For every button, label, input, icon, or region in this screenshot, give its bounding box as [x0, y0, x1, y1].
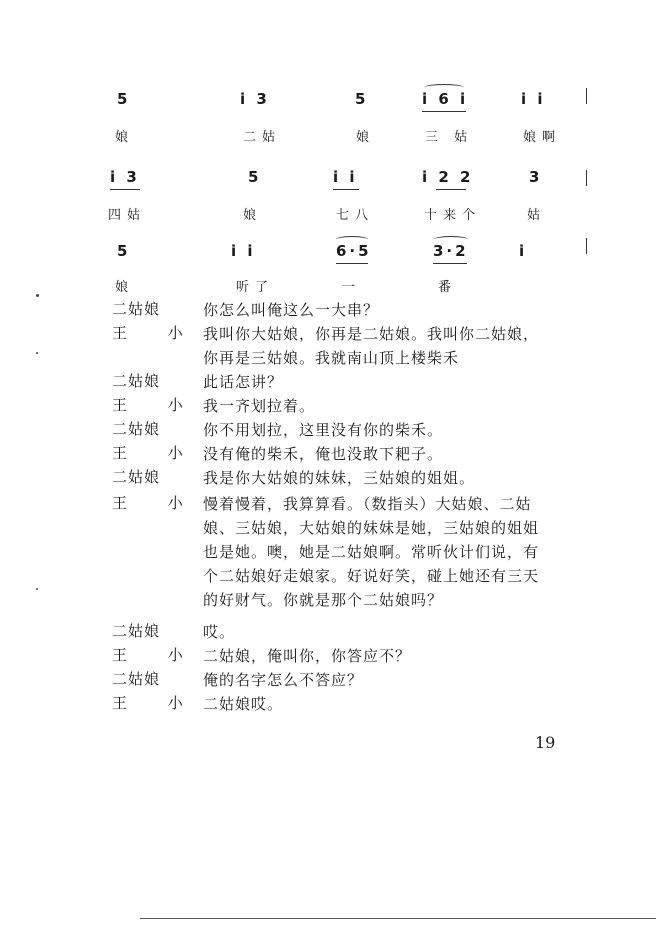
- dialogue-line: 我叫你大姑娘，你再是二姑娘。我叫你二姑娘，: [203, 325, 540, 343]
- dialogue-line: 慢着慢着，我算算看。（数指头）大姑娘、二姑: [203, 495, 532, 513]
- speaker-name: 王 小: [112, 646, 201, 664]
- note-cell: 3: [529, 168, 543, 186]
- barline: [586, 238, 587, 254]
- note-cell: i 6 i: [422, 90, 469, 108]
- dialogue-line: 二姑娘，俺叫你，你答应不？: [203, 647, 412, 665]
- lyric-cell: 二姑: [243, 130, 282, 145]
- lyrics-row-2: [0, 204, 656, 232]
- dialogue-text: [203, 370, 603, 394]
- dialogue-line: 的好财气。你就是那个二姑娘吗？: [203, 591, 444, 609]
- dialogue-text: [203, 322, 603, 370]
- dialogue-text: [203, 668, 603, 692]
- speaker-name: 二姑娘: [112, 300, 161, 318]
- note-cell: i i: [521, 90, 546, 108]
- lyric-cell: 七八: [336, 208, 375, 223]
- dialogue-line: 也是她。噢，她是二姑娘啊。常听伙计们说，有: [203, 543, 540, 561]
- lyric-cell: 娘: [356, 130, 376, 145]
- slur-mark: [424, 84, 464, 91]
- dialogue-text: [203, 644, 603, 668]
- lyric-cell: 三 姑: [425, 130, 474, 145]
- dialogue-text: [203, 692, 603, 716]
- dialogue-line: 个二姑娘好走娘家。好说好笑，碰上她还有三天: [203, 567, 540, 585]
- lyric-cell: 娘啊: [523, 130, 562, 145]
- note-cell: 6·5: [336, 242, 372, 260]
- speaker-name: 二姑娘: [112, 670, 161, 688]
- note-cell: i 2 2: [422, 168, 474, 186]
- note-cell: 5: [355, 90, 369, 108]
- dialogue-line: 你怎么叫俺这么一大串？: [203, 301, 380, 319]
- speaker-name: 王 小: [112, 396, 201, 414]
- beam-underline: [336, 263, 368, 264]
- note-cell: 5: [117, 90, 131, 108]
- dialogue-line: 没有俺的柴禾，俺也没敢下耙子。: [203, 445, 444, 463]
- lyric-cell: 四姑: [108, 208, 147, 223]
- speaker-name: 王 小: [112, 494, 201, 512]
- beam-underline: [110, 189, 140, 190]
- dialogue-text: [203, 620, 603, 644]
- beam-underline: [433, 263, 467, 264]
- dialogue-text: [203, 298, 603, 322]
- dialogue-line: 此话怎讲？: [203, 373, 284, 391]
- lyric-cell: 一: [342, 280, 362, 295]
- speaker-name: 二姑娘: [112, 420, 161, 438]
- dialogue-line: 我一齐划拉着。: [203, 397, 316, 415]
- beam-underline: [333, 189, 359, 190]
- dialogue-text: [203, 394, 603, 418]
- barline: [586, 88, 587, 104]
- scan-speck: [36, 294, 39, 297]
- lyric-cell: 十来个: [424, 208, 482, 223]
- speaker-name: 二姑娘: [112, 468, 161, 486]
- barline: [586, 170, 587, 186]
- lyric-cell: 番: [438, 280, 458, 295]
- lyric-cell: 娘: [243, 208, 263, 223]
- notation-row-1: [0, 90, 656, 118]
- dialogue-text: [203, 418, 603, 442]
- dialogue-line: 我是你大姑娘的妹妹，三姑娘的姐姐。: [203, 469, 476, 487]
- lyric-cell: 娘: [115, 130, 135, 145]
- note-cell: i: [519, 242, 528, 260]
- speaker-name: 二姑娘: [112, 372, 161, 390]
- note-cell: i i: [333, 168, 358, 186]
- lyric-cell: 听了: [236, 280, 275, 295]
- notation-row-3: [0, 242, 656, 270]
- dialogue-line: 娘、三姑娘，大姑娘的妹妹是她，三姑娘的姐姐: [203, 519, 540, 537]
- bottom-rule: [140, 918, 656, 919]
- slur-mark: [336, 236, 368, 243]
- lyric-cell: 姑: [527, 208, 547, 223]
- notation-row-2: [0, 168, 656, 196]
- lyrics-row-1: [0, 126, 656, 154]
- dialogue-text: [203, 466, 603, 490]
- note-cell: 5: [117, 242, 131, 260]
- scan-speck: [36, 588, 38, 590]
- note-cell: 3·2: [433, 242, 469, 260]
- dialogue-line: 哎。: [203, 623, 236, 641]
- speaker-name: 王 小: [112, 444, 201, 462]
- dialogue-line: 二姑娘哎。: [203, 695, 284, 713]
- dialogue-text: [203, 442, 603, 466]
- beam-underline: [422, 111, 466, 112]
- dialogue-line: 你再是三姑娘。我就南山顶上楼柴禾: [203, 349, 460, 367]
- dialogue-text: [203, 492, 603, 612]
- speaker-name: 王 小: [112, 324, 201, 342]
- scan-speck: [36, 352, 38, 354]
- speaker-name: 王 小: [112, 694, 201, 712]
- speaker-name: 二姑娘: [112, 622, 161, 640]
- slur-mark: [434, 236, 468, 243]
- note-cell: 5: [248, 168, 262, 186]
- dialogue-line: 你不用划拉，这里没有你的柴禾。: [203, 421, 444, 439]
- lyric-cell: 娘: [115, 280, 135, 295]
- page-number: 19: [535, 733, 556, 752]
- note-cell: i 3: [110, 168, 140, 186]
- note-cell: i 3: [240, 90, 270, 108]
- dialogue-line: 俺的名字怎么不答应？: [203, 671, 364, 689]
- note-cell: i i: [231, 242, 256, 260]
- beam-underline: [436, 189, 466, 190]
